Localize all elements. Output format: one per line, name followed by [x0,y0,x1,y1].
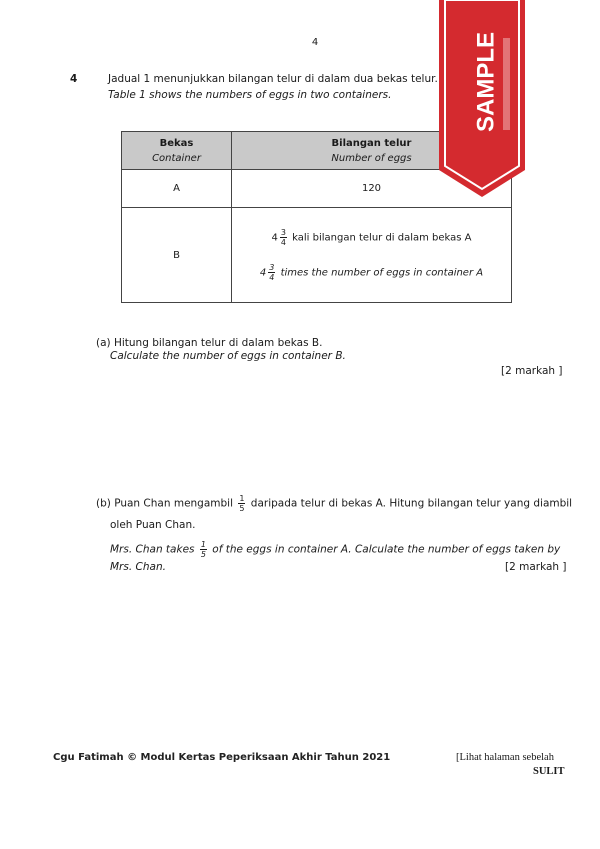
row-b-text-ms-line [232,228,511,247]
row-a-label: A [122,170,232,208]
fraction-numerator: 1 [200,540,206,549]
header-container-ms: Bekas [159,137,194,149]
row-a-value: 120 [232,170,512,208]
part-b-fraction-ms [238,494,245,513]
part-b-ms-post: daripada telur di bekas A. Hitung bilangan telur yang diambil [250,497,573,510]
row-b-text-en-line [232,263,511,282]
part-b-en-pre: Mrs. Chan takes [110,543,195,556]
fraction-denominator: 4 [280,238,286,247]
fraction-numerator: 1 [239,494,245,503]
fraction-numerator: 3 [280,228,286,237]
part-b-text-en-line2: Mrs. Chan. [110,561,166,573]
part-b-text-ms-line2: oleh Puan Chan. [110,519,196,531]
sample-stamp [437,0,527,197]
row-b-fraction-en [268,263,275,282]
header-eggs-en: Number of eggs [331,152,412,164]
fraction-denominator: 4 [269,273,275,282]
header-container-en: Container [152,152,201,164]
part-a-text-ms: (a) Hitung bilangan telur di dalam bekas B. [96,337,323,349]
page-number: 4 [311,37,319,48]
stamp-text: SAMPLE [472,31,500,133]
part-b-fraction-en [200,540,207,559]
row-b-text-ms: kali bilangan telur di dalam bekas A [292,232,472,244]
fraction-numerator: 3 [269,263,275,272]
part-b-ms-pre: (b) Puan Chan mengambil [96,497,234,510]
footer-sulit: SULIT [533,766,565,777]
row-b-value [232,208,512,303]
fraction-denominator: 5 [200,550,206,559]
question-number: 4 [70,73,78,85]
row-b-label: B [122,208,232,303]
footer-copyright: Cgu Fatimah © Modul Kertas Peperiksaan Akhir Tahun 2021 [53,752,391,763]
row-b-text-en: times the number of eggs in container A [280,267,484,279]
part-b-marks: [2 markah ] [505,561,567,573]
part-a-text-en: Calculate the number of eggs in container B. [110,350,346,362]
header-container [122,132,232,170]
fraction-denominator: 5 [239,504,245,513]
part-b-text-ms [96,494,572,513]
row-b-whole-ms: 4 [271,232,278,244]
part-b-en-post: of the eggs in container A. Calculate the number of eggs taken by [212,543,561,556]
question-intro-en: Table 1 shows the numbers of eggs in two containers. [108,89,392,101]
table-row [122,208,512,303]
header-eggs-ms: Bilangan telur [331,137,412,149]
question-intro-ms: Jadual 1 menunjukkan bilangan telur di dalam dua bekas telur. [108,73,438,85]
row-b-whole-en: 4 [259,267,267,279]
part-b-text-en [110,540,560,559]
part-a-marks: [2 markah ] [501,365,563,377]
footer-next-page: [Lihat halaman sebelah [456,752,554,763]
row-b-fraction-ms [280,228,287,247]
